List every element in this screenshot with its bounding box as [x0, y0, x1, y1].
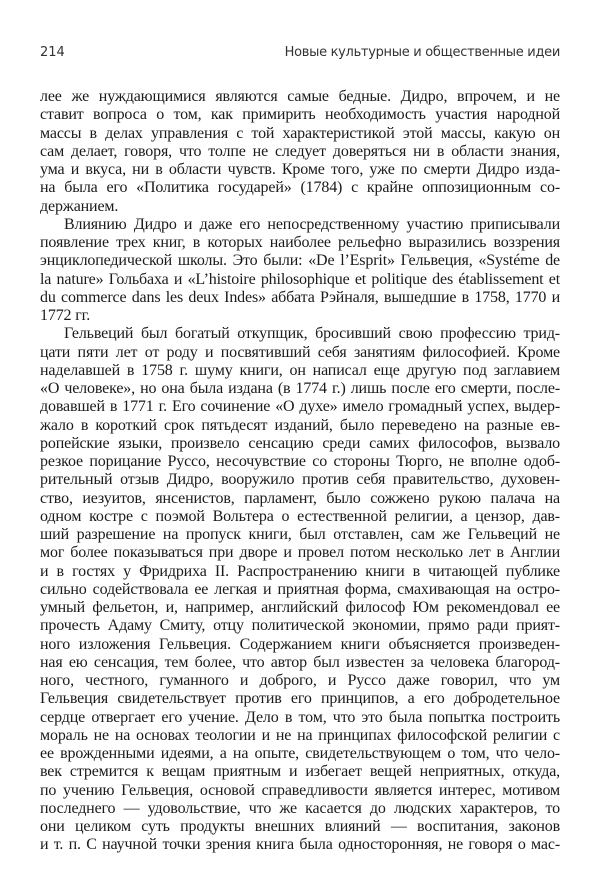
text-line: появление трех книг, в которых наиболее рельефно выразились воззрения [40, 234, 560, 251]
paragraph [40, 88, 560, 216]
page-header [40, 45, 560, 65]
text-line: век стремится к вещам приятным и избегает вещей неприятных, откуда, [40, 763, 560, 781]
paragraph [40, 325, 560, 854]
text-line: резкое порицание Руссо, несочувствие со стороны Тюрго, не вполне одоб- [40, 453, 560, 470]
text-line: ство, иезуитов, янсенистов, парламент, было сожжено рукою палача на [40, 489, 560, 507]
text-line: держанием. [40, 197, 119, 215]
text-line: прочесть Адаму Смиту, отцу политической экономии, прямо ради прият- [40, 617, 560, 635]
text-line: наделавшей в 1758 г. шуму книги, он написал еще другую под заглавием [40, 361, 560, 379]
text-line: и т. п. С научной точки зрения книга была односторонняя, не говоря о мас- [40, 836, 560, 854]
text-line: ее врожденными идеями, а на опыте, свидетельствующем о том, что чело- [40, 745, 560, 762]
text-line: ная ею сенсация, тем более, что автор был известен за человека благород- [40, 653, 560, 671]
text-line: Гельвеций был богатый откупщик, бросивший свою профессию трид- [64, 325, 560, 343]
text-line: сильно содействовала ее легкая и приятная форма, смахивающая на остро- [40, 580, 560, 598]
paragraph [40, 216, 560, 326]
running-title: Новые культурные и общественные идеи [284, 45, 560, 60]
text-line: мог более показываться при дворе и провел потом несколько лет в Англии [40, 544, 560, 562]
text-line: массы в делах управления с той характеристикой этой массы, какую он [40, 124, 560, 142]
text-line: они целиком суть продукты внешних влияний — воспитания, законов [40, 818, 560, 835]
text-line: на была его «Политика государей» (1784) с крайне оппозиционным со- [40, 179, 560, 197]
text-line: ставит вопроса о том, как примирить необходимость участия народной [40, 106, 560, 124]
text-line: одном костре с поэмой Вольтера о естественной религии, а цензор, дав- [40, 507, 560, 525]
text-line: последнего — удовольствие, что же касается до людских характеров, то [40, 799, 560, 817]
text-line: лее же нуждающимися являются самые бедные. Дидро, впрочем, и не [40, 88, 560, 105]
text-line: сердце отвергает его учение. Дело в том, что это была попытка построить [40, 708, 560, 726]
text-line: du commerce dans les deux Indes» аббата Рэйналя, вышедшие в 1758, 1770 и [40, 288, 560, 306]
text-line: цати пяти лет от роду и посвятивший себя занятиям философией. Кроме [40, 343, 560, 361]
text-line: мораль не на основах теологии и не на принципах философской религии с [40, 726, 560, 744]
text-line: умный фельетон, и, например, английский философ Юм рекомендовал ее [40, 599, 560, 616]
body-text [40, 88, 560, 855]
text-line: по учению Гельвеция, основой справедливости является интерес, мотивом [40, 781, 560, 799]
text-line: довавшей в 1771 г. Его сочинение «О духе» имело громадный успех, выдер- [40, 398, 560, 416]
text-line: «О человеке», но она была издана (в 1774 г.) лишь после его смерти, после- [40, 380, 560, 397]
text-line: Влиянию Дидро и даже его непосредственному участию приписывали [64, 215, 560, 233]
page-number: 214 [40, 45, 65, 60]
text-line: ного, честного, гуманного и доброго, и Руссо даже говорил, что ум [40, 672, 560, 689]
text-line: и в гостях у Фридриха II. Распространению книги в читающей публике [40, 562, 560, 580]
text-line: энциклопедической школы. Это были: «De l’Esprit» Гельвеция, «Systéme de [40, 252, 560, 270]
text-line: ропейские языки, произвело сенсацию среди самих философов, вызвало [40, 434, 560, 452]
text-line: ший разрешение на пропуск книги, был отставлен, сам же Гельвеций не [40, 526, 560, 543]
text-line: ума и вкуса, ни в области чувств. Кроме того, уже по смерти Дидро изда- [40, 161, 560, 178]
text-line: рительный отзыв Дидро, вооружило против себя правительство, духовен- [40, 471, 560, 489]
text-line: жало в короткий срок пятьдесят изданий, было переведено на разные ев- [40, 416, 560, 434]
text-line: сам делает, говоря, что толпе не следует доверяться ни в области знания, [40, 142, 560, 160]
text-line: 1772 гг. [40, 307, 91, 324]
text-line: Гельвеция свидетельствует против его принципов, а его добродетельное [40, 690, 560, 708]
text-line: ного изложения Гельвеция. Содержанием книги объясняется произведен- [40, 635, 560, 653]
text-line: la nature» Гольбаха и «L’histoire philosophique et politique des établissement et [40, 270, 560, 288]
